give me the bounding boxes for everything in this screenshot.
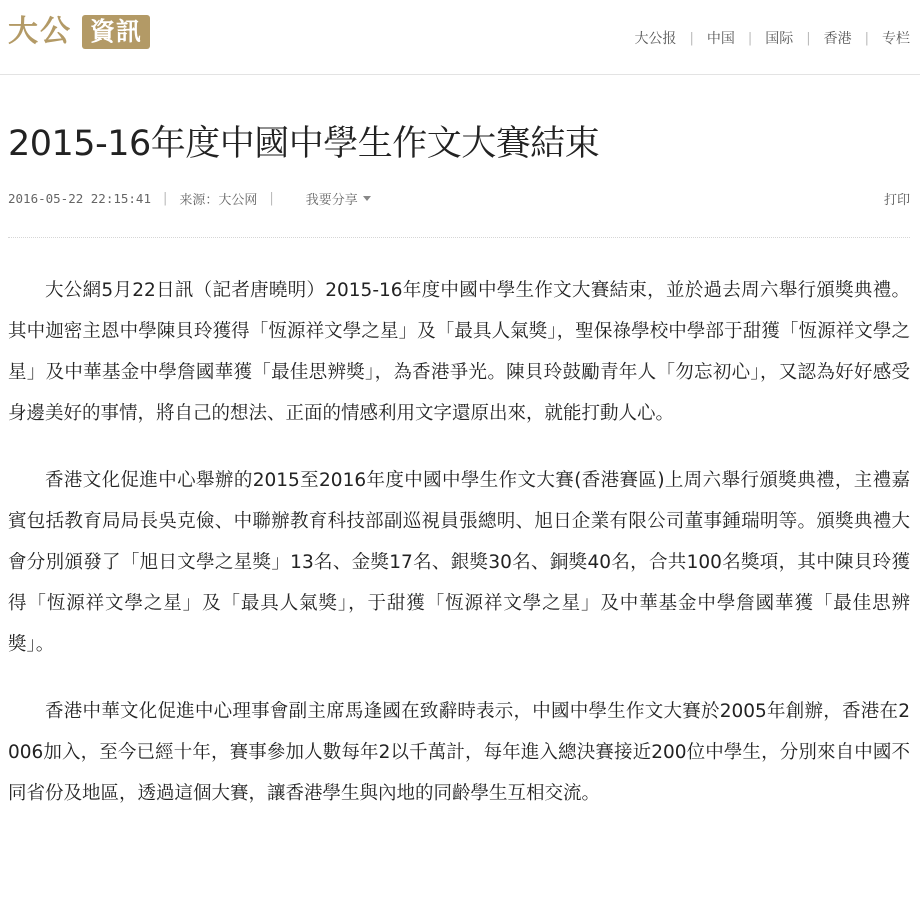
article-body: [8, 270, 910, 840]
meta-separator-line: [8, 237, 910, 238]
nav-item-hongkong[interactable]: 香港: [823, 31, 852, 47]
caret-down-icon: [363, 196, 371, 201]
nav-divider: |: [806, 30, 811, 46]
share-label: 我要分享: [305, 193, 358, 208]
nav-item-column[interactable]: 专栏: [882, 31, 910, 47]
article-source: 来源：大公网: [179, 193, 258, 208]
nav-divider: |: [689, 30, 694, 46]
site-logo[interactable]: [8, 14, 150, 50]
article-paragraph: 香港中華文化促進中心理事會副主席馬逢國在致辭時表示，中國中學生作文大賽於2005年創辦，香港在2006加入，至今已經十年，賽事參加人數每年2以千萬計，每年進入總決賽接近200位中學生，分別來自中國不同省份及地區，透過這個大賽，讓香港學生與內地的同齡學生互相交流。: [8, 701, 910, 804]
logo-wordmark: 大公: [8, 14, 72, 49]
share-dropdown[interactable]: [306, 189, 371, 208]
article-meta: [8, 189, 910, 208]
article-paragraph: 香港文化促進中心舉辦的2015至2016年度中國中學生作文大賽(香港賽區)上周六舉行頒獎典禮，主禮嘉賓包括教育局局長吳克儉、中聯辦教育科技部副巡視員張總明、旭日企業有限公司董事鍾瑞明等。頒獎典禮大會分別頒發了「旭日文學之星獎」13名、金獎17名、銀獎30名、銅獎40名，合共100名獎項，其中陳貝玲獲得「恆源祥文學之星」及「最具人氣獎」，于甜獲「恆源祥文學之星」及中華基金中學詹國華獲「最佳思辨獎」。: [8, 470, 910, 655]
article-paragraph: 大公網5月22日訊（記者唐曉明）2015-16年度中國中學生作文大賽結束，並於過去周六舉行頒獎典禮。其中迦密主恩中學陳貝玲獲得「恆源祥文學之星」及「最具人氣獎」，聖保祿學校中學部于甜獲「恆源祥文學之星」及中華基金中學詹國華獲「最佳思辨獎」，為香港爭光。陳貝玲鼓勵青年人「勿忘初心」，又認為好好感受身邊美好的事情，將自己的想法、正面的情感利用文字還原出來，就能打動人心。: [8, 280, 910, 424]
article-title: 2015-16年度中國中學生作文大賽結束: [8, 124, 600, 164]
nav-item-china[interactable]: 中国: [706, 31, 735, 47]
logo-badge: 資訊: [82, 15, 150, 49]
print-link[interactable]: 打印: [883, 193, 910, 208]
nav-item-takungpao[interactable]: 大公报: [634, 31, 677, 47]
nav-item-international[interactable]: 国际: [765, 31, 794, 47]
meta-divider: |: [269, 191, 274, 206]
top-nav: [634, 28, 910, 48]
nav-divider: |: [864, 30, 869, 46]
publish-date: 2016-05-22 22:15:41: [8, 191, 151, 206]
meta-divider: |: [163, 191, 168, 206]
nav-divider: |: [747, 30, 753, 46]
site-header: [0, 0, 920, 75]
